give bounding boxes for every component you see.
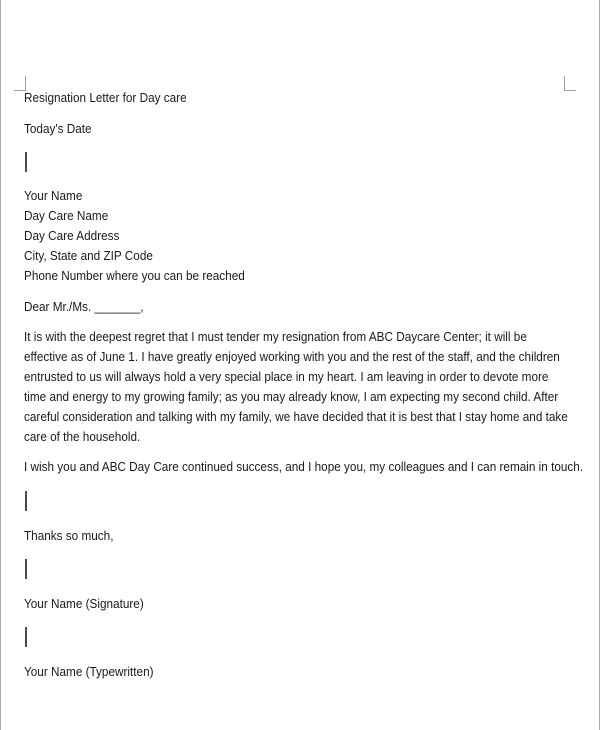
letter-title: Resignation Letter for Day care bbox=[24, 91, 187, 105]
text-cursor bbox=[25, 627, 27, 647]
paragraph-line: care of the household. bbox=[24, 430, 141, 444]
sender-daycare-name: Day Care Name bbox=[24, 209, 109, 223]
text-cursor bbox=[25, 491, 27, 511]
paragraph-line: careful consideration and talking with my family, we have decided that it is best that I stay home and take bbox=[24, 410, 568, 424]
paragraph-line: time and energy to my growing family; as you may already know, I am expecting my second child. After bbox=[24, 390, 559, 404]
signature-label: Your Name (Signature) bbox=[24, 597, 144, 611]
sender-name: Your Name bbox=[24, 189, 83, 203]
typewritten-label: Your Name (Typewritten) bbox=[24, 665, 154, 679]
sender-phone: Phone Number where you can be reached bbox=[24, 269, 245, 283]
letter-date: Today's Date bbox=[24, 122, 92, 136]
salutation: Dear Mr./Ms. _______, bbox=[24, 300, 144, 314]
text-cursor bbox=[25, 559, 27, 579]
text-cursor bbox=[25, 152, 27, 172]
paragraph-line: entrusted to us will always hold a very special place in my heart. I am leaving in order to devote more bbox=[24, 370, 549, 384]
body-paragraph-2: I wish you and ABC Day Care continued success, and I hope you, my colleagues and I can remain in touch. bbox=[24, 460, 584, 474]
crop-mark-top-right bbox=[564, 76, 576, 91]
body-paragraph-1 bbox=[24, 327, 568, 447]
paragraph-line: It is with the deepest regret that I must tender my resignation from ABC Daycare Center; it will be bbox=[24, 330, 527, 344]
paragraph-line: effective as of June 1. I have greatly enjoyed working with you and the rest of the staff, and the children bbox=[24, 350, 560, 364]
sender-city-state-zip: City, State and ZIP Code bbox=[24, 249, 153, 263]
closing: Thanks so much, bbox=[24, 529, 114, 543]
crop-mark-top-left bbox=[14, 76, 26, 91]
sender-address: Day Care Address bbox=[24, 229, 120, 243]
